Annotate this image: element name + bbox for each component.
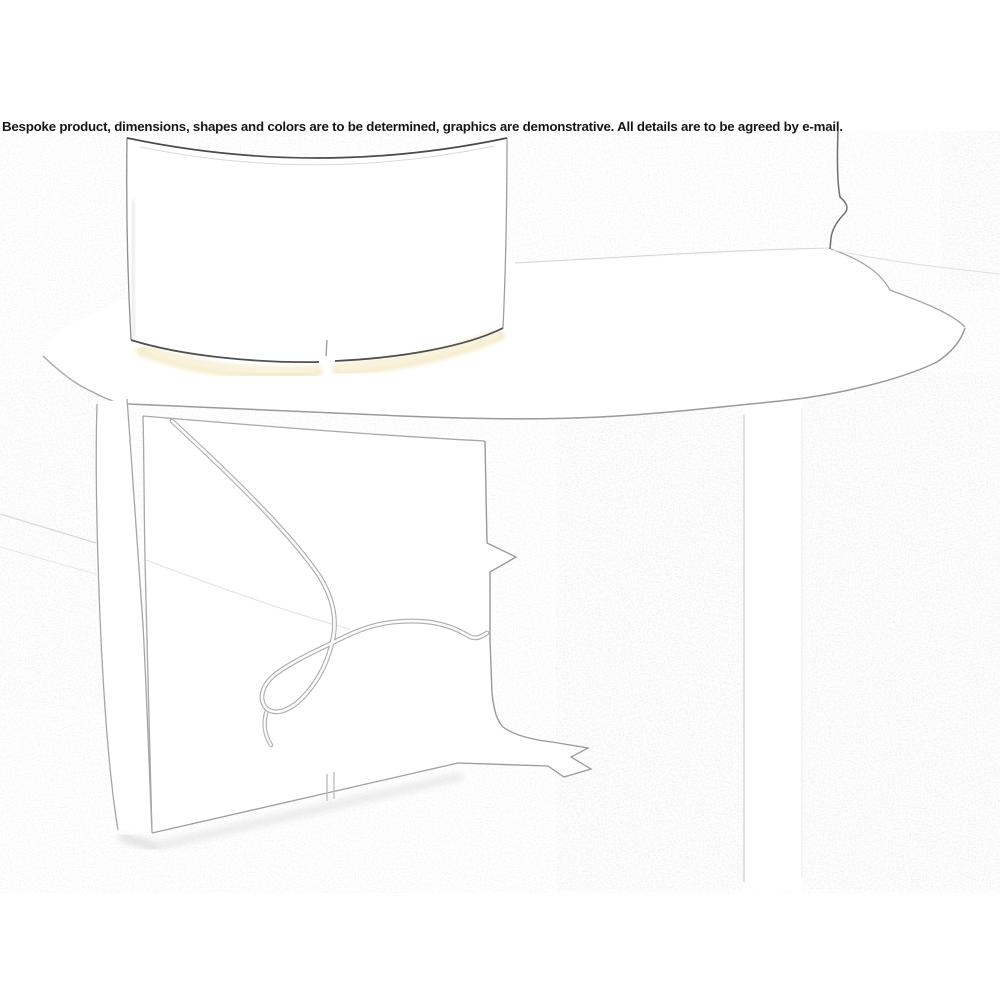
lamp-shade [127,138,507,373]
floor [0,893,1000,1000]
disclaimer-text: Bespoke product, dimensions, shapes and colors are to be determined, graphics are demonstrative. All details are to be agreed by e-mail. [2,119,843,134]
background-column [743,400,803,892]
